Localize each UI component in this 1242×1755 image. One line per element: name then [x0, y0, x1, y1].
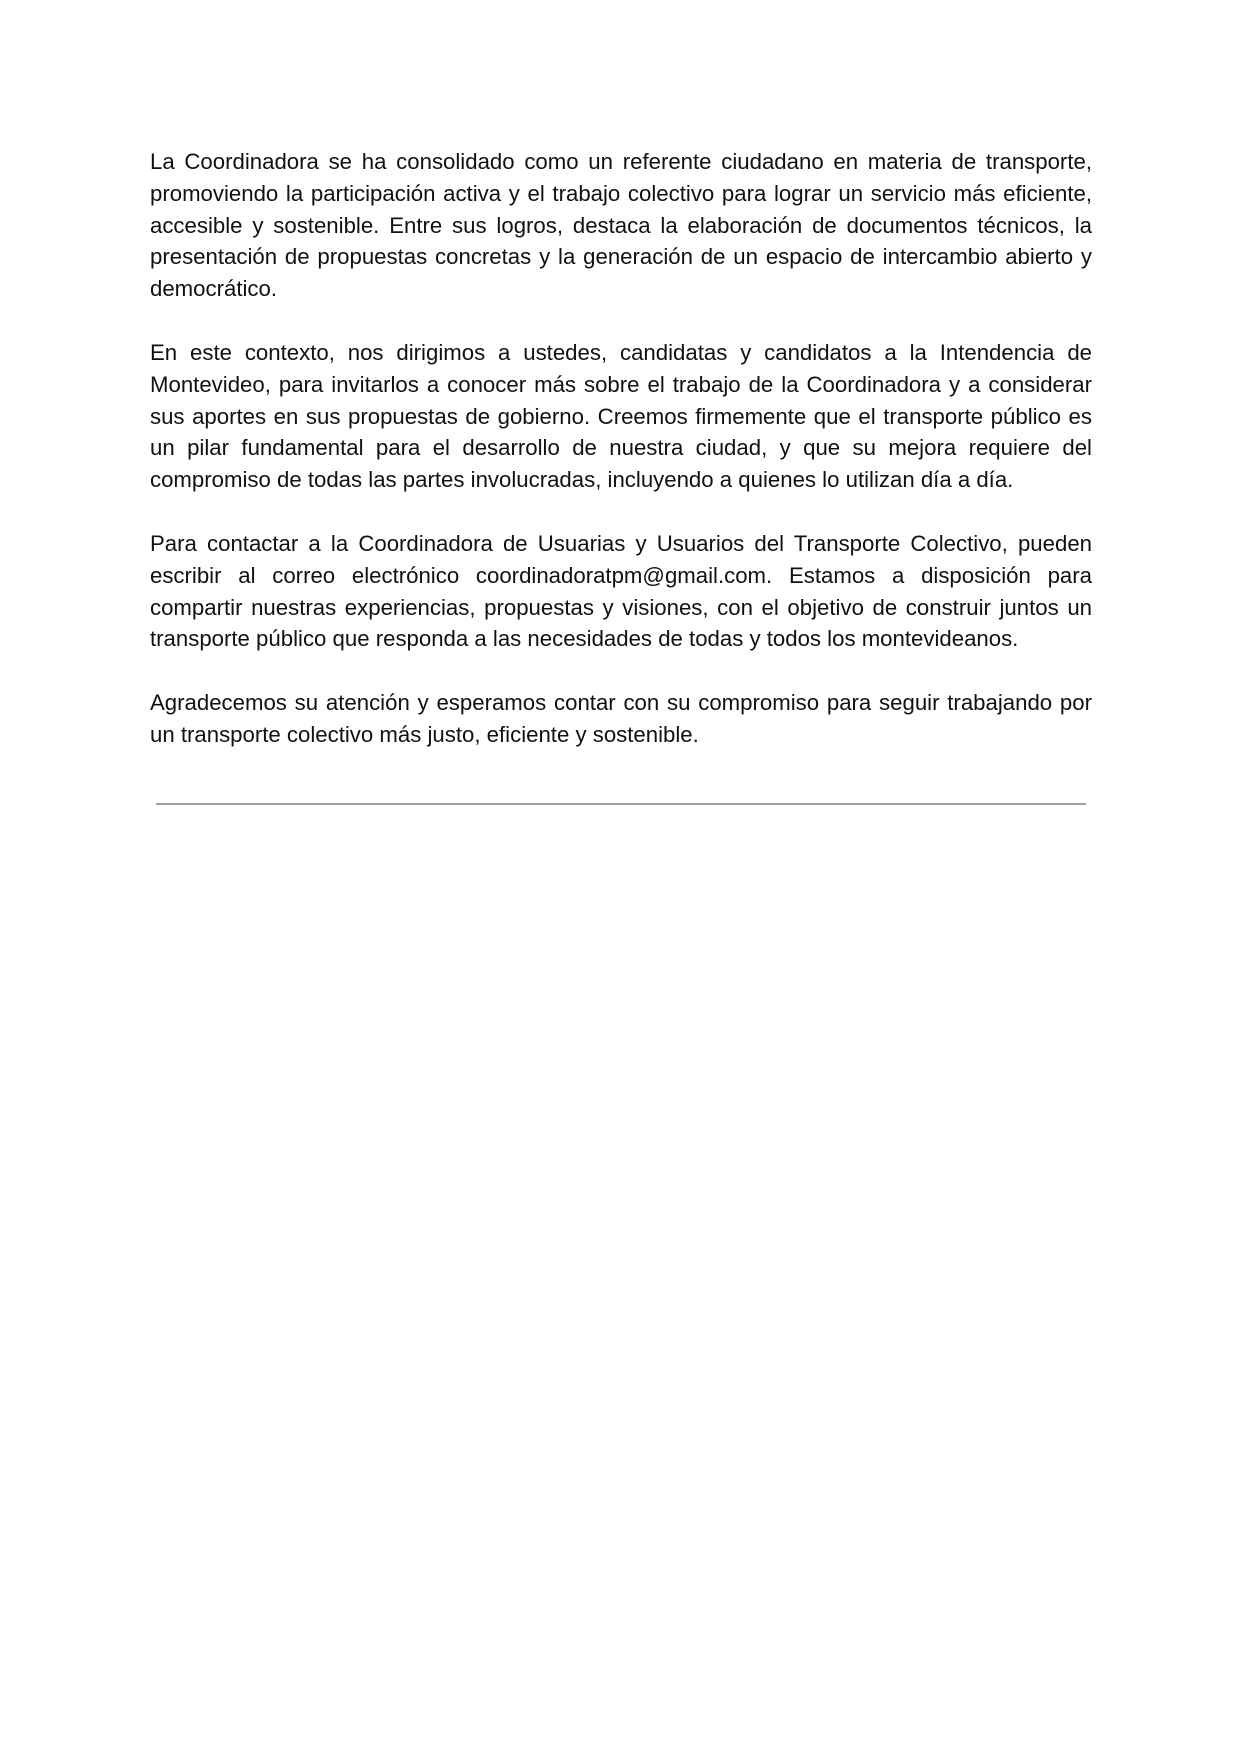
paragraph-contact: Para contactar a la Coordinadora de Usuarias y Usuarios del Transporte Colectivo, pueden escribir al correo electrónico coordinadoratpm@gmail.com. Estamos a disposición para compartir nuestras experiencias, propuestas y visiones, con el objetivo de construir juntos un transporte público que responda a las necesidades de todas y todos los montevideanos. — [150, 530, 1092, 652]
paragraph-achievements: La Coordinadora se ha consolidado como un referente ciudadano en materia de transporte, promoviendo la participación activa y el trabajo colectivo para lograr un servicio más eficiente, accesible y sostenible. Entre sus logros, destaca la elaboración de documentos técnicos, la presentación de propuestas concretas y la generación de un espacio de intercambio abierto y democrático. — [150, 149, 1092, 302]
document-body — [150, 146, 1092, 751]
paragraph-invitation: En este contexto, nos dirigimos a ustedes, candidatas y candidatos a la Intendencia de Montevideo, para invitarlos a conocer más sobre el trabajo de la Coordinadora y a considerar sus aportes en sus propuestas de gobierno. Creemos firmemente que el transporte público es un pilar fundamental para el desarrollo de nuestra ciudad, y que su mejora requiere del compromiso de todas las partes involucradas, incluyendo a quienes lo utilizan día a día. — [150, 339, 1092, 493]
paragraph-closing: Agradecemos su atención y esperamos contar con su compromiso para seguir trabajando por un transporte colectivo más justo, eficiente y sostenible. — [150, 690, 1092, 747]
horizontal-divider — [156, 803, 1086, 805]
